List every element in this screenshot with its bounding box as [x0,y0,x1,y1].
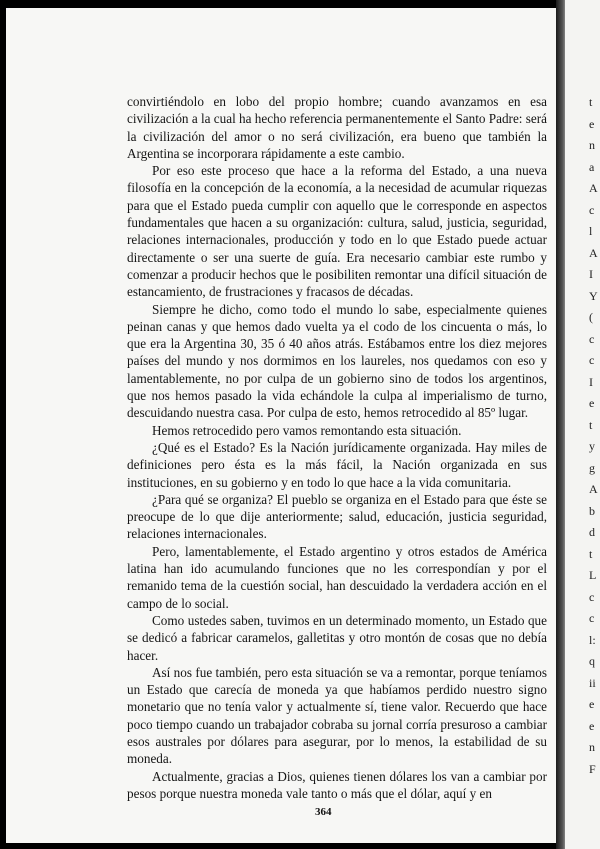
facing-page-fragment: ( [589,310,593,324]
facing-page-fragment: c [589,202,595,217]
body-text [127,93,547,802]
facing-page-fragment: c [589,589,595,604]
facing-page-fragment: n [589,740,595,754]
paragraph: Así nos fue también, pero esta situación se va a remontar, porque teníamos un Estado que carecía de moneda ya que habíamos perdido nuestro signo monetario que no tenía valor y actualmente sí, tiene valor. Recuerdo que hace poco tiempo cuando un trabajador cobraba su jornal corría presuroso a cambiar esos australes por dólares para asegurar, por lo menos, la estabilidad de su moneda. [127,664,547,767]
facing-page-fragment: I [589,374,593,389]
facing-page-fragment: n [589,138,595,152]
facing-page-fragment: t [589,417,593,432]
facing-page-fragment: e [589,718,595,733]
facing-page-fragment: e [589,116,595,131]
paragraph: Pero, lamentablemente, el Estado argentino y otros estados de América latina han ido acumulando funciones que no les correspondían y por el remanido tema de la cuestión social, han descuidado la verdadera acción en el campo de lo social. [127,543,547,611]
paragraph: ¿Qué es el Estado? Es la Nación jurídicamente organizada. Hay miles de definiciones pero ésta es la más fácil, la Nación organizada en sus instituciones, en su gobierno y en todo lo que hace a la vida comunitaria. [127,439,547,490]
facing-page-fragment: L [589,568,597,582]
facing-page-fragment: g [589,460,595,475]
facing-page-fragment: A [589,482,598,496]
facing-page-fragment: c [589,331,595,346]
facing-page-fragment: t [589,546,593,561]
facing-page-fragment: l [589,224,593,238]
facing-page-fragment: e [589,697,595,711]
facing-page-fragment: A [589,181,598,195]
paragraph: convirtiéndolo en lobo del propio hombre; cuando avanzamos en esa civilización a la cual ha hecho referencia permanentemente el Santo Padre: será la civilización del amor o no será civilización, era bueno que también la Argentina se incorporara rápidamente a este cambio. [127,94,547,161]
facing-page-fragment: t [589,95,593,109]
page-number: 364 [315,806,332,818]
facing-page-fragment: b [589,503,595,518]
paragraph: Hemos retrocedido pero vamos remontando esta situación. [152,422,462,438]
paragraph: Por eso este proceso que hace a la reforma del Estado, a una nueva filosofía en la concepción de la economía, a la necesidad de acumular riquezas para que el Estado pueda cumplir con aquello que le corresponde en aspectos fundamentales que hacen a su organización: cultura, salud, justicia, seguridad, relaciones internacionales, producción y todo en lo que Estado puede actuar directamente o ser una suerte de guía. Era necesario cambiar este rumbo y comenzar a producir hechos que le posibiliten remontar una difícil situación de estancamiento, de frustraciones y fracasos de décadas. [127,163,547,300]
facing-page-fragment: c [589,611,595,625]
facing-page-edge [565,0,600,849]
facing-page-fragment: F [589,761,596,776]
facing-page-fragment: e [589,396,595,410]
facing-page-fragment: I [589,267,593,281]
facing-page-fragment: q [589,654,595,668]
facing-page-fragment: c [589,353,595,367]
facing-page-fragment: Y [589,288,598,303]
facing-page-fragment: y [589,439,595,453]
facing-page-fragment: d [589,525,595,539]
paragraph: Actualmente, gracias a Dios, quienes tienen dólares los van a cambiar por pesos porque nuestra moneda vale tanto o más que el dólar, aquí y en [127,768,547,801]
facing-page-fragment: l: [589,632,596,647]
paragraph: Siempre he dicho, como todo el mundo lo sabe, especialmente quienes peinan canas y que hemos dado vuelta ya el codo de los cincuenta o más, lo que era la Argentina 30, 35 ó 40 años atrás. Estábamos entre los diez mejores países del mundo y nos dormimos en los laureles, nos quedamos con eso y lamentablemente, no por culpa de un gobierno sino de todos los argentinos, que nos hemos pasado la vida echándole la culpa al imperialismo de turno, descuidando nuestra casa. Por culpa de esto, hemos retrocedido al 85º lugar. [127,301,547,421]
facing-page-fragment: ii [589,675,596,690]
facing-page-fragment: A [589,245,598,260]
paragraph: ¿Para qué se organiza? El pueblo se organiza en el Estado para que éste se preocupe de lo que dije anteriormente; salud, educación, justicia seguridad, relaciones internacionales. [127,491,547,542]
paragraph: Como ustedes saben, tuvimos en un determinado momento, un Estado que se dedicó a fabricar caramelos, galletitas y otro montón de cosas que no debía hacer. [127,612,547,663]
facing-page-fragment: a [589,159,595,174]
